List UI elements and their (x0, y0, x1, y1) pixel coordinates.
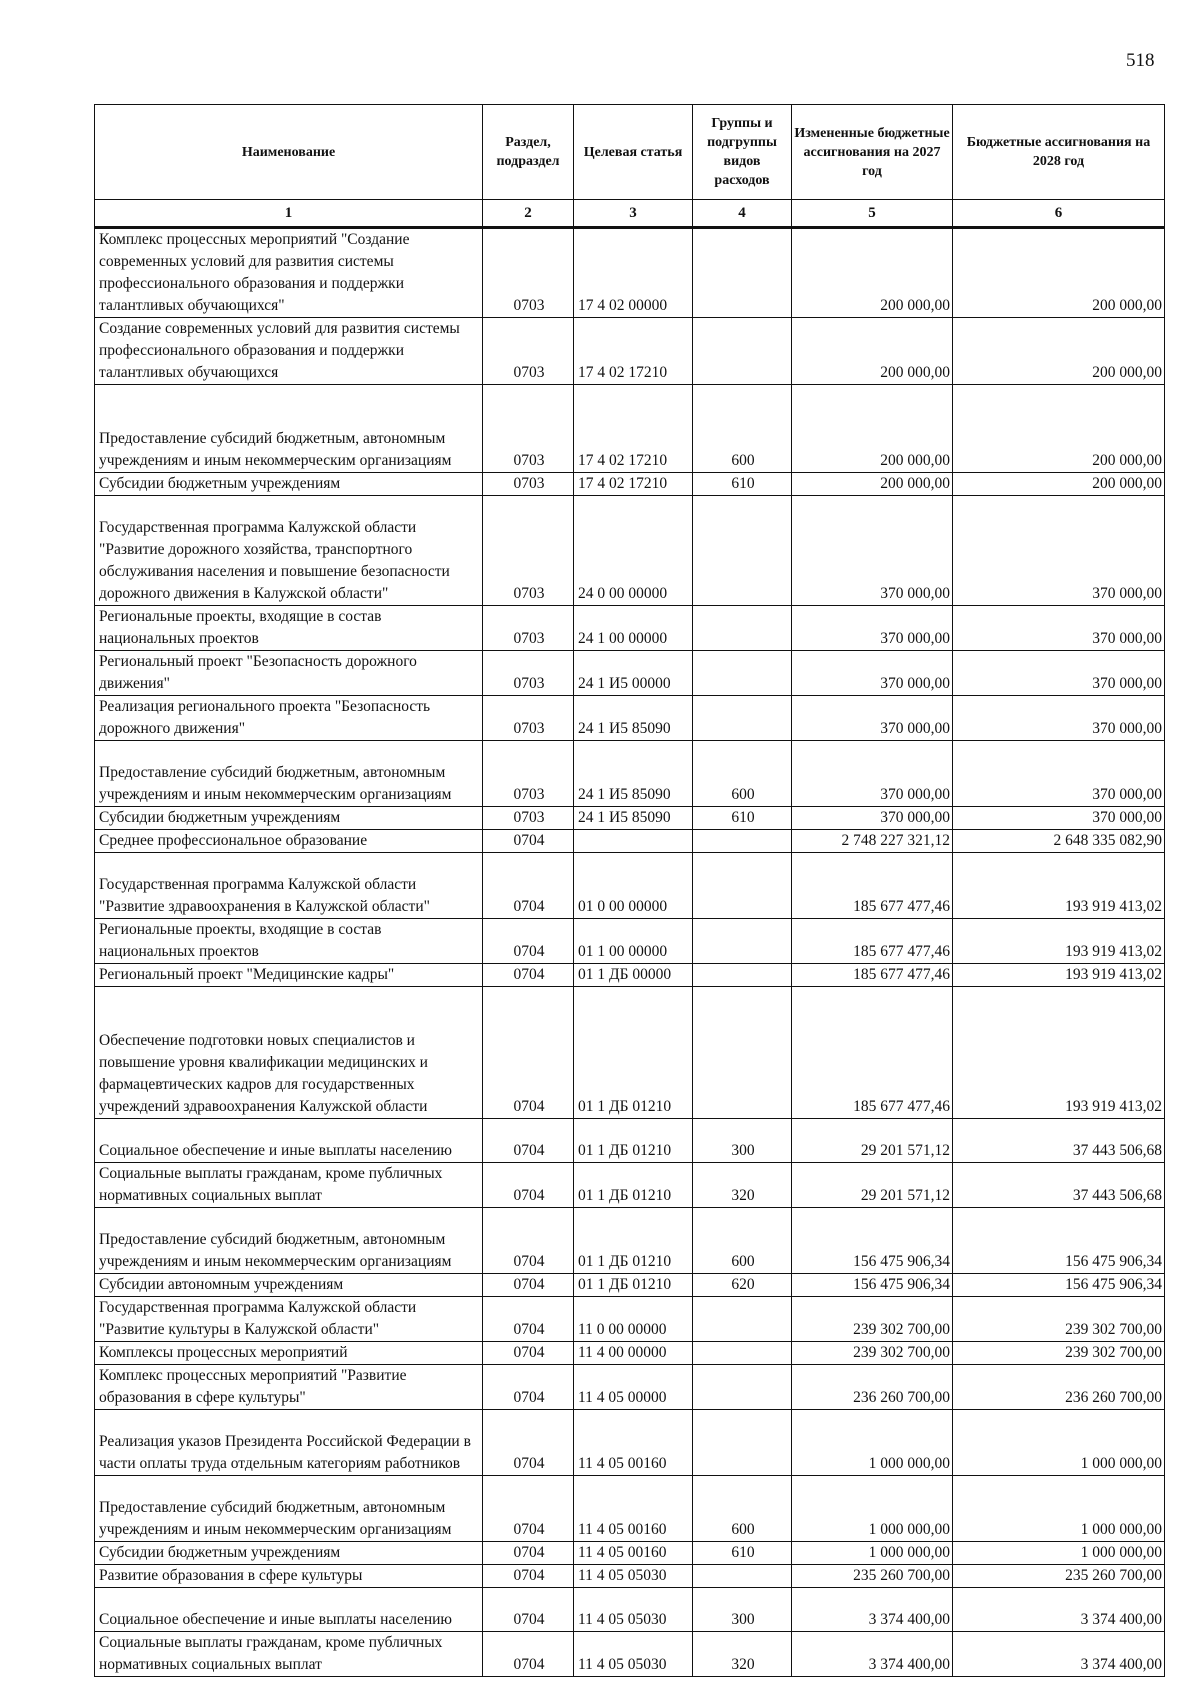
row-name: Предоставление субсидий бюджетным, автономным учреждениям и иным некоммерческим организациям (95, 1476, 483, 1542)
row-amount-2028: 200 000,00 (953, 473, 1165, 496)
row-amount-2027: 370 000,00 (792, 807, 953, 830)
row-section: 0704 (483, 987, 574, 1119)
row-amount-2028: 37 443 506,68 (953, 1119, 1165, 1163)
row-target-article: 24 1 00 00000 (574, 606, 693, 651)
table-row (95, 228, 1165, 318)
row-expense-group: 320 (693, 1632, 792, 1677)
row-target-article: 11 4 00 00000 (574, 1342, 693, 1365)
row-name: Предоставление субсидий бюджетным, автономным учреждениям и иным некоммерческим организациям (95, 1208, 483, 1274)
row-expense-group: 610 (693, 807, 792, 830)
table-row (95, 830, 1165, 853)
row-section: 0704 (483, 1410, 574, 1476)
row-section: 0704 (483, 1588, 574, 1632)
row-target-article: 17 4 02 17210 (574, 318, 693, 385)
table-row (95, 1297, 1165, 1342)
row-section: 0703 (483, 651, 574, 696)
row-amount-2027: 200 000,00 (792, 473, 953, 496)
row-target-article: 17 4 02 17210 (574, 473, 693, 496)
row-expense-group (693, 987, 792, 1119)
table-row (95, 496, 1165, 606)
row-name: Субсидии автономным учреждениям (95, 1274, 483, 1297)
row-section: 0704 (483, 1365, 574, 1410)
row-section: 0704 (483, 1208, 574, 1274)
row-target-article: 01 0 00 00000 (574, 853, 693, 919)
row-amount-2028: 200 000,00 (953, 228, 1165, 318)
row-section: 0704 (483, 1476, 574, 1542)
row-amount-2027: 3 374 400,00 (792, 1588, 953, 1632)
row-amount-2028: 193 919 413,02 (953, 853, 1165, 919)
row-target-article: 11 4 05 00160 (574, 1476, 693, 1542)
column-number: 2 (483, 200, 574, 228)
row-target-article: 17 4 02 00000 (574, 228, 693, 318)
budget-table (94, 104, 1165, 1677)
row-target-article: 11 4 05 00160 (574, 1410, 693, 1476)
row-amount-2027: 236 260 700,00 (792, 1365, 953, 1410)
row-amount-2028: 239 302 700,00 (953, 1297, 1165, 1342)
row-amount-2028: 156 475 906,34 (953, 1208, 1165, 1274)
row-expense-group (693, 830, 792, 853)
row-amount-2027: 185 677 477,46 (792, 919, 953, 964)
table-row (95, 964, 1165, 987)
row-target-article: 11 4 05 05030 (574, 1588, 693, 1632)
row-name: Субсидии бюджетным учреждениям (95, 807, 483, 830)
row-name: Региональный проект "Безопасность дорожного движения" (95, 651, 483, 696)
row-amount-2028: 235 260 700,00 (953, 1565, 1165, 1588)
row-expense-group (693, 1342, 792, 1365)
row-amount-2027: 239 302 700,00 (792, 1342, 953, 1365)
row-expense-group (693, 496, 792, 606)
row-amount-2028: 1 000 000,00 (953, 1476, 1165, 1542)
table-row (95, 1119, 1165, 1163)
row-section: 0703 (483, 606, 574, 651)
row-amount-2027: 3 374 400,00 (792, 1632, 953, 1677)
row-section: 0704 (483, 1274, 574, 1297)
row-section: 0703 (483, 741, 574, 807)
row-section: 0704 (483, 1565, 574, 1588)
row-target-article: 11 4 05 05030 (574, 1565, 693, 1588)
row-amount-2028: 370 000,00 (953, 741, 1165, 807)
row-section: 0704 (483, 1342, 574, 1365)
row-amount-2027: 1 000 000,00 (792, 1410, 953, 1476)
row-amount-2027: 370 000,00 (792, 741, 953, 807)
row-amount-2028: 156 475 906,34 (953, 1274, 1165, 1297)
header-section: Раздел, подраздел (483, 105, 574, 200)
row-name: Предоставление субсидий бюджетным, автономным учреждениям и иным некоммерческим организациям (95, 385, 483, 473)
row-amount-2028: 370 000,00 (953, 807, 1165, 830)
row-section: 0704 (483, 1119, 574, 1163)
row-name: Среднее профессиональное образование (95, 830, 483, 853)
row-amount-2028: 370 000,00 (953, 606, 1165, 651)
row-amount-2028: 1 000 000,00 (953, 1542, 1165, 1565)
row-amount-2028: 370 000,00 (953, 496, 1165, 606)
row-name: Региональный проект "Медицинские кадры" (95, 964, 483, 987)
row-expense-group: 300 (693, 1119, 792, 1163)
row-amount-2028: 370 000,00 (953, 696, 1165, 741)
table-row (95, 1274, 1165, 1297)
row-expense-group (693, 1365, 792, 1410)
row-expense-group (693, 696, 792, 741)
row-section: 0703 (483, 318, 574, 385)
row-name: Комплекс процессных мероприятий "Создание современных условий для развития системы профессионального образования и поддержки талантливых обучающихся" (95, 228, 483, 318)
table-row (95, 651, 1165, 696)
row-expense-group: 610 (693, 1542, 792, 1565)
row-name: Реализация указов Президента Российской Федерации в части оплаты труда отдельным категориям работников (95, 1410, 483, 1476)
row-name: Субсидии бюджетным учреждениям (95, 473, 483, 496)
row-amount-2027: 2 748 227 321,12 (792, 830, 953, 853)
row-amount-2027: 200 000,00 (792, 318, 953, 385)
row-target-article: 17 4 02 17210 (574, 385, 693, 473)
row-name: Обеспечение подготовки новых специалистов и повышение уровня квалификации медицинских и фармацевтических кадров для государственных учреждений здравоохранения Калужской области (95, 987, 483, 1119)
header-2027: Измененные бюджетные ассигнования на 2027 год (792, 105, 953, 200)
row-target-article: 11 4 05 00000 (574, 1365, 693, 1410)
row-section: 0703 (483, 228, 574, 318)
row-amount-2028: 239 302 700,00 (953, 1342, 1165, 1365)
row-target-article: 01 1 00 00000 (574, 919, 693, 964)
row-amount-2028: 37 443 506,68 (953, 1163, 1165, 1208)
row-expense-group (693, 964, 792, 987)
row-name: Региональные проекты, входящие в состав национальных проектов (95, 919, 483, 964)
row-expense-group: 600 (693, 1476, 792, 1542)
row-amount-2027: 235 260 700,00 (792, 1565, 953, 1588)
row-name: Комплексы процессных мероприятий (95, 1342, 483, 1365)
row-amount-2027: 156 475 906,34 (792, 1274, 953, 1297)
row-amount-2028: 236 260 700,00 (953, 1365, 1165, 1410)
row-target-article: 24 1 И5 85090 (574, 741, 693, 807)
row-target-article: 01 1 ДБ 01210 (574, 1163, 693, 1208)
row-section: 0704 (483, 919, 574, 964)
row-amount-2027: 185 677 477,46 (792, 964, 953, 987)
row-target-article: 24 1 И5 85090 (574, 696, 693, 741)
row-expense-group (693, 919, 792, 964)
table-row (95, 473, 1165, 496)
row-expense-group (693, 1565, 792, 1588)
row-target-article: 01 1 ДБ 01210 (574, 987, 693, 1119)
row-amount-2028: 370 000,00 (953, 651, 1165, 696)
table-row (95, 1632, 1165, 1677)
header-row (95, 105, 1165, 200)
row-amount-2028: 193 919 413,02 (953, 919, 1165, 964)
table-row (95, 606, 1165, 651)
row-amount-2027: 370 000,00 (792, 696, 953, 741)
row-expense-group: 600 (693, 741, 792, 807)
row-name: Предоставление субсидий бюджетным, автономным учреждениям и иным некоммерческим организациям (95, 741, 483, 807)
row-target-article: 01 1 ДБ 01210 (574, 1119, 693, 1163)
row-section: 0704 (483, 964, 574, 987)
table-row (95, 1476, 1165, 1542)
row-target-article: 11 4 05 00160 (574, 1542, 693, 1565)
row-expense-group (693, 853, 792, 919)
row-amount-2028: 2 648 335 082,90 (953, 830, 1165, 853)
table-row (95, 987, 1165, 1119)
row-section: 0703 (483, 696, 574, 741)
row-target-article: 24 0 00 00000 (574, 496, 693, 606)
row-amount-2027: 1 000 000,00 (792, 1476, 953, 1542)
row-amount-2027: 239 302 700,00 (792, 1297, 953, 1342)
row-expense-group: 600 (693, 385, 792, 473)
row-target-article: 24 1 И5 85090 (574, 807, 693, 830)
row-name: Государственная программа Калужской области "Развитие здравоохранения в Калужской области" (95, 853, 483, 919)
row-name: Развитие образования в сфере культуры (95, 1565, 483, 1588)
row-target-article: 24 1 И5 00000 (574, 651, 693, 696)
row-expense-group: 300 (693, 1588, 792, 1632)
column-number: 5 (792, 200, 953, 228)
row-name: Региональные проекты, входящие в состав национальных проектов (95, 606, 483, 651)
row-amount-2027: 185 677 477,46 (792, 853, 953, 919)
column-number: 1 (95, 200, 483, 228)
row-name: Комплекс процессных мероприятий "Развитие образования в сфере культуры" (95, 1365, 483, 1410)
header-target: Целевая статья (574, 105, 693, 200)
row-amount-2027: 156 475 906,34 (792, 1208, 953, 1274)
header-name: Наименование (95, 105, 483, 200)
row-amount-2027: 370 000,00 (792, 496, 953, 606)
row-section: 0704 (483, 1542, 574, 1565)
row-target-article: 01 1 ДБ 00000 (574, 964, 693, 987)
row-name: Субсидии бюджетным учреждениям (95, 1542, 483, 1565)
table-row (95, 1342, 1165, 1365)
column-number: 6 (953, 200, 1165, 228)
row-expense-group (693, 1410, 792, 1476)
row-target-article (574, 830, 693, 853)
row-name: Социальное обеспечение и иные выплаты населению (95, 1119, 483, 1163)
header-2028: Бюджетные ассигнования на 2028 год (953, 105, 1165, 200)
row-amount-2027: 200 000,00 (792, 385, 953, 473)
row-amount-2028: 200 000,00 (953, 318, 1165, 385)
row-expense-group: 320 (693, 1163, 792, 1208)
row-section: 0703 (483, 385, 574, 473)
row-section: 0704 (483, 1163, 574, 1208)
row-amount-2027: 1 000 000,00 (792, 1542, 953, 1565)
table-row (95, 1542, 1165, 1565)
table-row (95, 318, 1165, 385)
row-section: 0704 (483, 853, 574, 919)
row-target-article: 11 4 05 05030 (574, 1632, 693, 1677)
row-target-article: 11 0 00 00000 (574, 1297, 693, 1342)
row-expense-group (693, 228, 792, 318)
table-row (95, 807, 1165, 830)
row-amount-2028: 3 374 400,00 (953, 1588, 1165, 1632)
table-row (95, 853, 1165, 919)
header-group: Группы и подгруппы видов расходов (693, 105, 792, 200)
table-row (95, 696, 1165, 741)
row-target-article: 01 1 ДБ 01210 (574, 1274, 693, 1297)
row-name: Создание современных условий для развития системы профессионального образования и поддержки талантливых обучающихся (95, 318, 483, 385)
row-expense-group (693, 651, 792, 696)
table-row (95, 385, 1165, 473)
row-amount-2028: 1 000 000,00 (953, 1410, 1165, 1476)
column-number: 3 (574, 200, 693, 228)
row-expense-group: 610 (693, 473, 792, 496)
row-section: 0703 (483, 473, 574, 496)
table-body (95, 228, 1165, 1677)
row-target-article: 01 1 ДБ 01210 (574, 1208, 693, 1274)
row-expense-group (693, 606, 792, 651)
row-section: 0704 (483, 1632, 574, 1677)
row-amount-2028: 200 000,00 (953, 385, 1165, 473)
row-name: Государственная программа Калужской области "Развитие дорожного хозяйства, транспортного обслуживания населения и повышение безопасности дорожного движения в Калужской области" (95, 496, 483, 606)
row-amount-2027: 29 201 571,12 (792, 1119, 953, 1163)
table-row (95, 1365, 1165, 1410)
row-section: 0703 (483, 807, 574, 830)
row-amount-2028: 193 919 413,02 (953, 964, 1165, 987)
row-name: Социальные выплаты гражданам, кроме публичных нормативных социальных выплат (95, 1163, 483, 1208)
column-number-row (95, 200, 1165, 228)
row-amount-2027: 370 000,00 (792, 651, 953, 696)
row-name: Социальное обеспечение и иные выплаты населению (95, 1588, 483, 1632)
row-amount-2027: 29 201 571,12 (792, 1163, 953, 1208)
row-section: 0704 (483, 1297, 574, 1342)
row-name: Государственная программа Калужской области "Развитие культуры в Калужской области" (95, 1297, 483, 1342)
row-expense-group: 620 (693, 1274, 792, 1297)
table-row (95, 1208, 1165, 1274)
row-section: 0704 (483, 830, 574, 853)
table-row (95, 1588, 1165, 1632)
row-amount-2027: 200 000,00 (792, 228, 953, 318)
row-amount-2027: 370 000,00 (792, 606, 953, 651)
row-name: Социальные выплаты гражданам, кроме публичных нормативных социальных выплат (95, 1632, 483, 1677)
row-name: Реализация регионального проекта "Безопасность дорожного движения" (95, 696, 483, 741)
row-amount-2027: 185 677 477,46 (792, 987, 953, 1119)
column-number: 4 (693, 200, 792, 228)
row-amount-2028: 193 919 413,02 (953, 987, 1165, 1119)
table-row (95, 741, 1165, 807)
table-row (95, 1565, 1165, 1588)
table-row (95, 1410, 1165, 1476)
row-section: 0703 (483, 496, 574, 606)
row-amount-2028: 3 374 400,00 (953, 1632, 1165, 1677)
table-row (95, 919, 1165, 964)
row-expense-group (693, 318, 792, 385)
page-number: 518 (1126, 50, 1155, 71)
row-expense-group: 600 (693, 1208, 792, 1274)
table-row (95, 1163, 1165, 1208)
row-expense-group (693, 1297, 792, 1342)
